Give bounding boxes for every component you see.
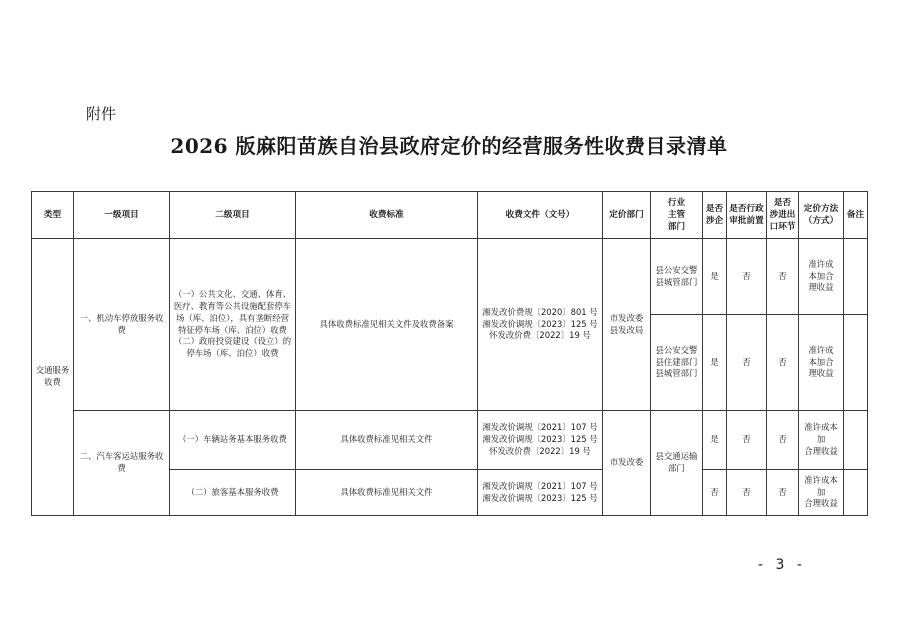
level2-cell: （二）旅客基本服务收费 <box>170 470 296 516</box>
attachment-label: 附件 <box>86 105 117 123</box>
header-industry-dept: 行业 主管 部门 <box>651 192 703 239</box>
standard-cell: 具体收费标准见相关文件 <box>296 411 478 470</box>
method-cell: 准许成 本加合 理收益 <box>799 315 844 411</box>
enterprise-cell: 否 <box>703 470 727 516</box>
level1-cell: 二、汽车客运站服务收费 <box>74 411 170 516</box>
header-files: 收费文件（文号） <box>478 192 603 239</box>
table-row <box>32 239 868 315</box>
header-type: 类型 <box>32 192 74 239</box>
table-row <box>32 411 868 470</box>
approval-cell: 否 <box>727 411 767 470</box>
remark-cell <box>844 315 868 411</box>
header-approval: 是否行政 审批前置 <box>727 192 767 239</box>
header-level2: 二级项目 <box>170 192 296 239</box>
standard-cell: 具体收费标准见相关文件及收费备案 <box>296 239 478 411</box>
method-cell: 准许成本加 合理收益 <box>799 470 844 516</box>
approval-cell: 否 <box>727 470 767 516</box>
industry-dept-cell: 县公安交警 县住建部门 县城管部门 <box>651 315 703 411</box>
import-export-cell: 否 <box>767 239 799 315</box>
header-remark: 备注 <box>844 192 868 239</box>
method-cell: 准许成本加 合理收益 <box>799 411 844 470</box>
files-cell: 湘发改价费规〔2020〕801 号 湘发改价调规〔2023〕125 号 怀发改价费〔2022〕19 号 <box>478 239 603 411</box>
enterprise-cell: 是 <box>703 315 727 411</box>
import-export-cell: 否 <box>767 411 799 470</box>
header-enterprise: 是否 涉企 <box>703 192 727 239</box>
standard-cell: 具体收费标准见相关文件 <box>296 470 478 516</box>
approval-cell: 否 <box>727 315 767 411</box>
remark-cell <box>844 411 868 470</box>
method-cell: 准许成 本加合 理收益 <box>799 239 844 315</box>
table-header-row <box>32 192 868 239</box>
type-cell: 交通服务 收费 <box>32 239 74 516</box>
enterprise-cell: 是 <box>703 239 727 315</box>
level2-cell: （一）车辆站务基本服务收费 <box>170 411 296 470</box>
enterprise-cell: 是 <box>703 411 727 470</box>
import-export-cell: 否 <box>767 470 799 516</box>
header-pricing-dept: 定价部门 <box>603 192 651 239</box>
remark-cell <box>844 470 868 516</box>
level2-cell: （一）公共文化、交通、体育、医疗、教育等公共设施配套停车场（库、泊位），具有垄断经营特征停车场（库、泊位）收费 （二）政府投资建设（设立）的停车场（库、泊位）收费 <box>170 239 296 411</box>
import-export-cell: 否 <box>767 315 799 411</box>
document-title: 2026 版麻阳苗族自治县政府定价的经营服务性收费目录清单 <box>170 134 728 158</box>
pricing-dept-cell: 市发改委 县发改局 <box>603 239 651 411</box>
header-import-export: 是否 涉进出 口环节 <box>767 192 799 239</box>
level1-cell: 一、机动车停放服务收费 <box>74 239 170 411</box>
files-cell: 湘发改价调规〔2021〕107 号 湘发改价调规〔2023〕125 号 怀发改价费〔2022〕19 号 <box>478 411 603 470</box>
header-level1: 一级项目 <box>74 192 170 239</box>
fee-catalog-table <box>31 191 868 516</box>
remark-cell <box>844 239 868 315</box>
approval-cell: 否 <box>727 239 767 315</box>
header-standard: 收费标准 <box>296 192 478 239</box>
files-cell: 湘发改价调规〔2021〕107 号 湘发改价调规〔2023〕125 号 <box>478 470 603 516</box>
industry-dept-cell: 县公安交警 县城管部门 <box>651 239 703 315</box>
pricing-dept-cell: 市发改委 <box>603 411 651 516</box>
industry-dept-cell: 县交通运输 部门 <box>651 411 703 516</box>
header-method: 定价方法 （方式） <box>799 192 844 239</box>
page-number: - 3 - <box>758 557 806 573</box>
